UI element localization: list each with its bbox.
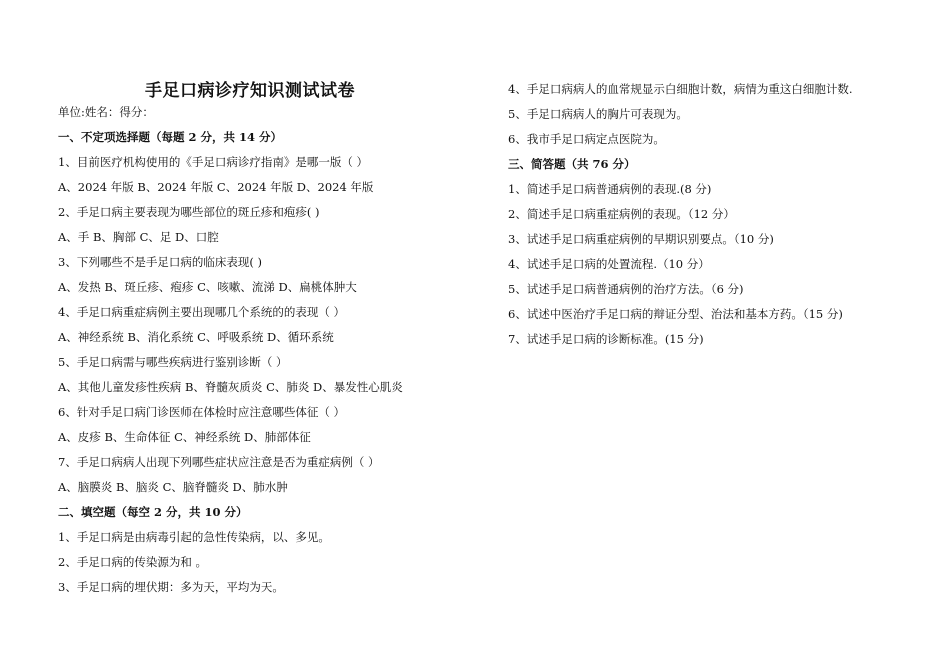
fill-question-line: 5、手足口病病人的胸片可表现为。 <box>508 107 688 121</box>
section2-heading: 二、填空题（每空 2 分，共 10 分） <box>58 505 248 519</box>
meta-line: 单位:姓名：得分： <box>58 105 154 119</box>
fill-question-line: 4、手足口病病人的血常规显示白细胞计数，病情为重这白细胞计数. <box>508 82 853 96</box>
section1-heading: 一、不定项选择题（每题 2 分，共 14 分） <box>58 130 283 144</box>
short-answer-line: 2、简述手足口病重症病例的表现。（12 分） <box>508 207 735 221</box>
short-answer-line: 1、简述手足口病普通病例的表现.(8 分) <box>508 182 712 196</box>
exam-title: 手足口病诊疗知识测试试卷 <box>145 81 355 101</box>
short-answer-line: 5、试述手足口病普通病例的治疗方法。（6 分) <box>508 282 744 296</box>
fill-question-line: 6、我市手足口病定点医院为。 <box>508 132 665 146</box>
fill-question-line: 1、手足口病是由病毒引起的急性传染病，以、多见。 <box>58 530 330 544</box>
short-answer-line: 3、试述手足口病重症病例的早期识别要点。（10 分) <box>508 232 774 246</box>
options-line: A、神经系统 B、消化系统 C、呼吸系统 D、循环系统 <box>58 330 334 344</box>
short-answer-line: 7、试述手足口病的诊断标准。(15 分) <box>508 332 704 346</box>
question-line: 2、手足口病主要表现为哪些部位的斑丘疹和疱疹( ) <box>58 205 320 219</box>
options-line: A、脑膜炎 B、脑炎 C、脑脊髓炎 D、肺水肿 <box>58 480 288 494</box>
question-line: 6、针对手足口病门诊医师在体检时应注意哪些体征（ ） <box>58 405 345 419</box>
fill-question-line: 3、手足口病的埋伏期：多为天，平均为天。 <box>58 580 284 594</box>
short-answer-line: 4、试述手足口病的处置流程.（10 分） <box>508 257 710 271</box>
options-line: A、2024 年版 B、2024 年版 C、2024 年版 D、2024 年版 <box>58 180 374 194</box>
options-line: A、发热 B、斑丘疹、疱疹 C、咳嗽、流涕 D、扁桃体肿大 <box>58 280 357 294</box>
short-answer-line: 6、试述中医治疗手足口病的辩证分型、治法和基本方药。（15 分) <box>508 307 843 321</box>
fill-question-line: 2、手足口病的传染源为和 。 <box>58 555 207 569</box>
section3-heading: 三、简答题（共 76 分） <box>508 157 636 171</box>
options-line: A、手 B、胸部 C、足 D、口腔 <box>58 230 219 244</box>
question-line: 5、手足口病需与哪些疾病进行鉴别诊断（ ） <box>58 355 288 369</box>
question-line: 7、手足口病病人出现下列哪些症状应注意是否为重症病例（ ） <box>58 455 380 469</box>
options-line: A、皮疹 B、生命体征 C、神经系统 D、肺部体征 <box>58 430 311 444</box>
question-line: 1、目前医疗机构使用的《手足口病诊疗指南》是哪一版（ ） <box>58 155 368 169</box>
question-line: 3、下列哪些不是手足口病的临床表现( ) <box>58 255 262 269</box>
question-line: 4、手足口病重症病例主要出现哪几个系统的的表现（ ） <box>58 305 345 319</box>
options-line: A、其他儿童发疹性疾病 B、脊髓灰质炎 C、肺炎 D、暴发性心肌炎 <box>58 380 403 394</box>
